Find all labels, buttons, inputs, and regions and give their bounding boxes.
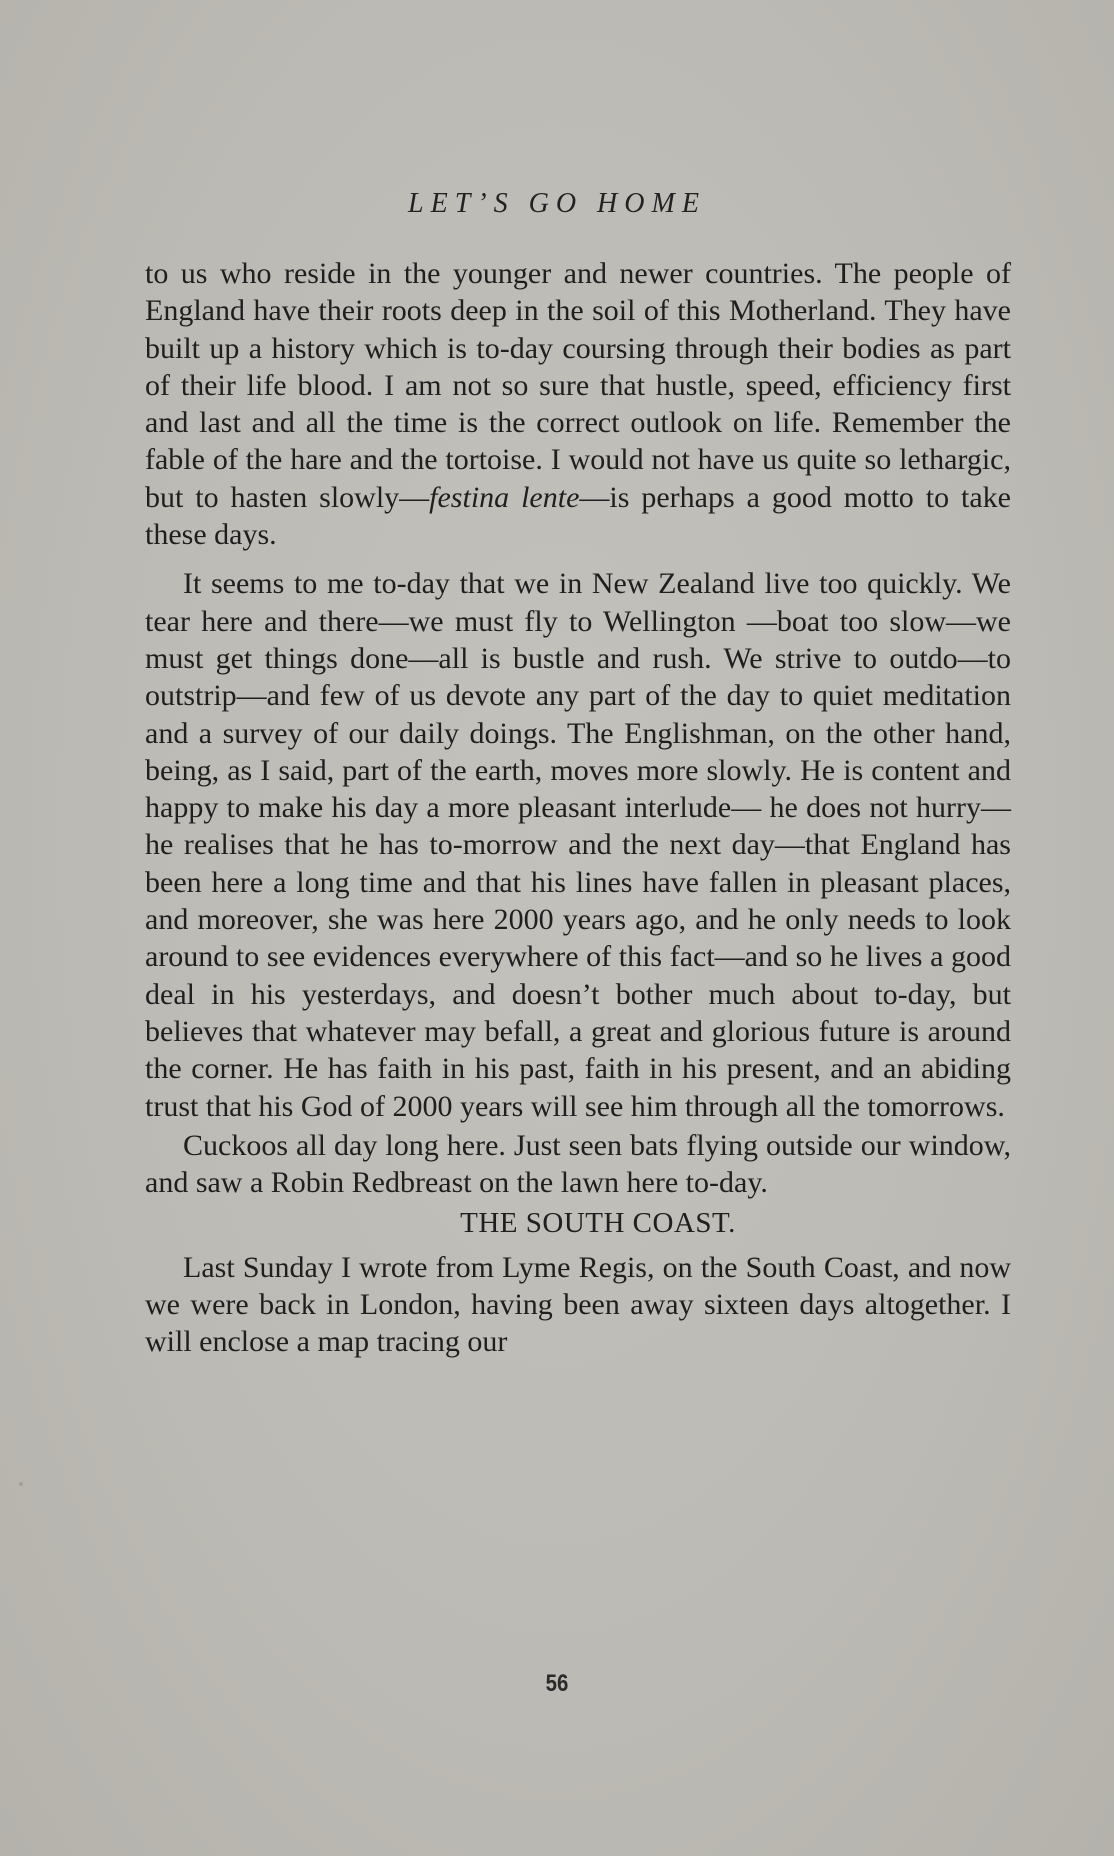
paragraph-continued [145, 255, 1011, 553]
page-number: 56 [545, 1670, 569, 1697]
latin-phrase: festina lente [429, 480, 580, 514]
paragraph-new-zealand: It seems to me to-day that we in New Zealand live too quickly. We tear here and there—we must fly to Wellington —boat too slow—we must get things done—all is bustle and rush. We strive to outdo—to outstrip—and few of us devote any part of the day to quiet meditation and a survey of our daily doings. The Englishman, on the other hand, being, as I said, part of the earth, moves more slowly. He is content and happy to make his day a more pleasant interlude— he does not hurry—he realises that he has to-morrow and the next day—that England has been here a long time and that his lines have fallen in pleasant places, and moreover, she was here 2000 years ago, and he only needs to look around to see evidences everywhere of this fact—and so he lives a good deal in his yesterdays, and doesn’t bother much about to-day, but believes that whatever may befall, a great and glorious future is around the corner. He has faith in his past, faith in his present, and an abiding trust that his God of 2000 years will see him through all the tomorrows. [145, 567, 1011, 1123]
running-head-title: LET’S GO HOME [408, 188, 706, 219]
paragraph-south-coast: Last Sunday I wrote from Lyme Regis, on the South Coast, and now we were back in London, having been away sixteen days altogether. I will enclose a map tracing our [145, 1250, 1011, 1359]
paper-speck [19, 1482, 23, 1486]
section-heading: THE SOUTH COAST. [460, 1207, 736, 1240]
paragraph-cuckoos: Cuckoos all day long here. Just seen bats flying outside our window, and saw a Robin Redbreast on the lawn here to-day. [145, 1128, 1011, 1200]
body-text [145, 255, 1011, 1361]
paragraph-text: to us who reside in the younger and newer countries. The people of England have their roots deep in the soil of this Motherland. They have built up a history which is to-day coursing through their bodies as part of their life blood. I am not so sure that hustle, speed, efficiency first and last and all the time is the correct outlook on life. Remember the fable of the hare and the tortoise. I would not have us quite so lethargic, but to hasten slowly— [145, 257, 1011, 514]
paragraph-text-end: —is perhaps a good motto to take these days. [145, 480, 1011, 552]
